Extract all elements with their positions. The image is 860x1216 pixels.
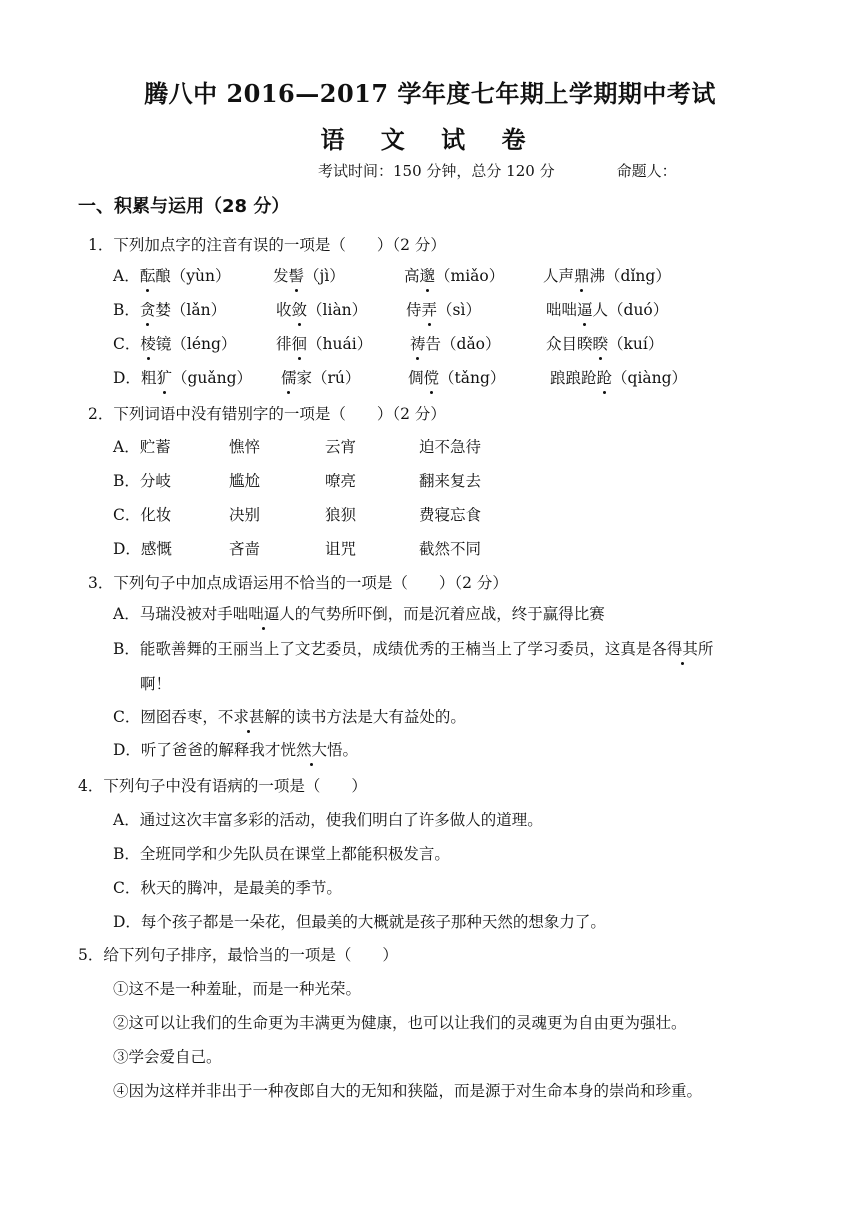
question-4-stem: 4．下列句子中没有语病的一项是（ ） bbox=[78, 777, 367, 795]
q4-option-a: A．通过这次丰富多彩的活动，使我们明白了许多做人的道理。 bbox=[113, 811, 543, 829]
q3-option-c: C．囫囵吞枣，不求甚解的读书方法是大有益处的。 bbox=[113, 705, 466, 727]
exam-time: 考试时间：150 分钟，总分 120 分 bbox=[318, 162, 555, 180]
question-5-stem: 5．给下列句子排序，最恰当的一项是（ ） bbox=[78, 946, 398, 964]
q4-option-d: D．每个孩子都是一朵花，但最美的大概就是孩子那种天然的想象力了。 bbox=[113, 913, 606, 931]
question-3-stem: 3．下列句子中加点成语运用不恰当的一项是（ ）（2 分） bbox=[88, 574, 508, 592]
question-2-stem: 2．下列词语中没有错别字的一项是（ ）（2 分） bbox=[88, 405, 446, 423]
q3-option-b: B．能歌善舞的王丽当上了文艺委员，成绩优秀的王楠当上了学习委员，这真是各得其所 bbox=[113, 637, 713, 659]
question-1-stem: 1．下列加点字的注音有误的一项是（ ）（2 分） bbox=[88, 236, 446, 254]
q3-option-a: A．马瑞没被对手咄咄逼人的气势所吓倒，而是沉着应战，终于赢得比赛 bbox=[113, 602, 605, 624]
q5-sentence-4: ④因为这样并非出于一种夜郎自大的无知和狭隘，而是源于对生命本身的崇尚和珍重。 bbox=[113, 1082, 703, 1100]
q4-option-b: B．全班同学和少先队员在课堂上都能积极发言。 bbox=[113, 845, 450, 863]
q3-option-b-cont: 啊！ bbox=[140, 675, 172, 693]
exam-subtitle: 语 文 试 卷 bbox=[320, 125, 540, 154]
q5-sentence-1: ①这不是一种羞耻，而是一种光荣。 bbox=[113, 980, 362, 998]
q5-sentence-3: ③学会爱自己。 bbox=[113, 1048, 222, 1066]
author-label: 命题人： bbox=[616, 162, 677, 180]
exam-title: 腾八中 2016—2017 学年度七年期上学期期中考试 bbox=[144, 79, 716, 108]
section-title: 一、积累与运用（28 分） bbox=[78, 196, 290, 217]
q4-option-c: C．秋天的腾冲，是最美的季节。 bbox=[113, 879, 342, 897]
exam-meta bbox=[318, 160, 677, 181]
q3-option-d: D．听了爸爸的解释我才恍然大悟。 bbox=[113, 738, 358, 760]
q5-sentence-2: ②这可以让我们的生命更为丰满更为健康，也可以让我们的灵魂更为自由更为强壮。 bbox=[113, 1014, 687, 1032]
